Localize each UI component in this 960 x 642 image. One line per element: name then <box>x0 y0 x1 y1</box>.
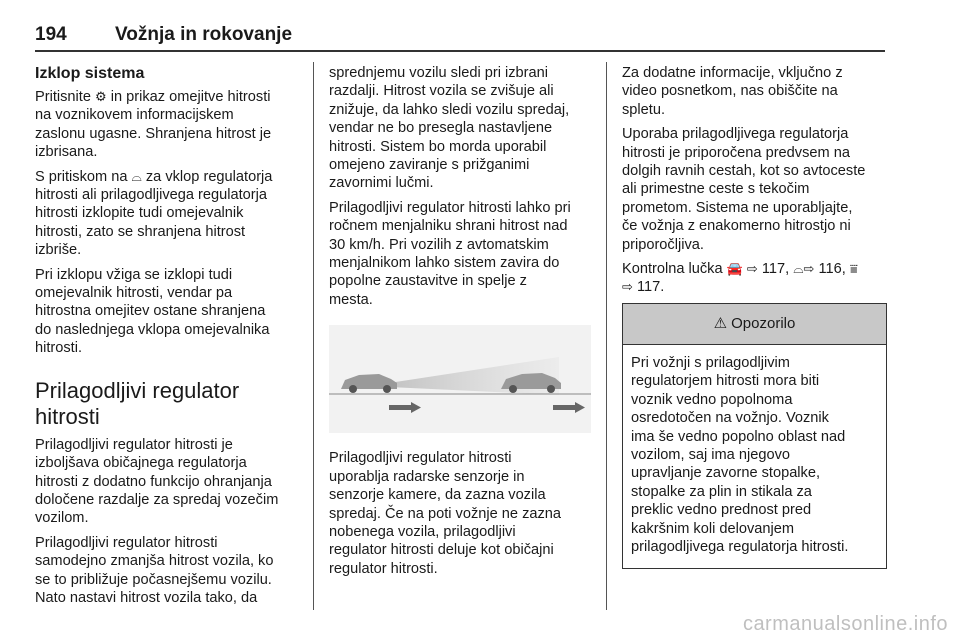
watermark: carmanualsonline.info <box>742 613 948 635</box>
section-title-acc: Prilagodljivi regulator hitrosti <box>35 377 240 429</box>
radar-illustration <box>329 325 591 433</box>
page-number: 194 <box>35 24 67 45</box>
warning-box <box>622 303 887 569</box>
warning-text: Pri vožnji s prilagodljivim regulatorjem hitrosti mora biti voznik vedno popolnoma osredotočen na vožnjo. Voznik ima še vedno popolno oblast nad vozilom, saj ima njegovo upravljanje zavorne stopalke, stopalke za plin in stikala za preklic vedno prednost pred kakršnim koli delovanjem prilagodljivega regulatorja hitrosti. <box>631 354 849 555</box>
page-ref-3[interactable]: 117 <box>636 279 661 296</box>
paragraph-indicator: Kontrolna lučka 🚘 ⇨ 117, ⌓⇨ 116, ⩸ ⇨ 117. <box>622 261 858 296</box>
column-2 <box>329 64 597 584</box>
paragraph-usage: Uporaba prilagodljivega regulatorja hitrosti je priporočena predvsem na dolgih ravnih cestah, kot so avtoceste ali primestne ceste s tekočim prometom. Sistema ne uporabljajte, če vožnja z enakomerno hitrostjo ni priporočljiva. <box>622 126 866 253</box>
column-3 <box>622 64 887 569</box>
reference-arrow-icon: ⇨ <box>803 261 815 277</box>
warning-header <box>623 304 886 345</box>
paragraph-ignition-off: Pri izklopu vžiga se izklopi tudi omejevalnik hitrosti, vendar pa hitrostna omejitev ostane shranjena do naslednjega vklopa omejevalnika hitrosti. <box>35 266 270 357</box>
paragraph-sensors: Prilagodljivi regulator hitrosti uporablja radarske senzorje in senzorje kamere, da zazna vozila spredaj. Če na poti vožnje ne zazna nobenega vozila, prilagodljivi regulator hitrosti deluje kot običajni regulator hitrosti. <box>329 450 562 577</box>
car-indicator-icon: 🚘 <box>726 261 743 277</box>
paragraph-follow: sprednjemu vozilu sledi pri izbrani razdalji. Hitrost vozila se zvišuje ali znižuje, da lahko sledi vozilu spredaj, vendar ne bo presegla nastavljene hitrosti. Sistem bo morda uporabil omejeno zaviranje s prižganimi zavornimi lučmi. <box>329 65 570 192</box>
cruise-control-icon: ⌓ <box>131 168 142 184</box>
column-divider-2 <box>606 62 607 610</box>
paragraph-cruise-press: S pritiskom na ⌓ za vklop regulatorja hitrosti ali prilagodljivega regulatorja hitrosti izklopite tudi omejevalnik hitrosti, zato se shranjena hitrost izbriše. <box>35 168 273 259</box>
acc-indicator-icon: ⩸ <box>849 261 858 277</box>
column-divider-1 <box>313 62 314 610</box>
column-1 <box>35 64 303 613</box>
subheading-system-off: Izklop sistema <box>35 65 145 82</box>
header-rule <box>35 50 885 52</box>
reference-arrow-icon: ⇨ <box>622 279 633 295</box>
page-ref-2[interactable]: 116 <box>818 261 842 278</box>
page-ref-1[interactable]: 117 <box>761 261 786 278</box>
cruise-indicator-icon: ⌓ <box>793 261 804 277</box>
settings-icon: ⚙ <box>95 89 107 104</box>
reference-arrow-icon: ⇨ <box>746 261 758 277</box>
paragraph-settings-press: Pritisnite ⚙ in prikaz omejitve hitrosti na voznikovem informacijskem zaslonu ugasne. Shranjena hitrost je izbrisana. <box>35 89 272 161</box>
page-header <box>35 10 885 48</box>
paragraph-speed-store: Prilagodljivi regulator hitrosti lahko pri ročnem menjalniku shrani hitrost nad 30 km/h. Pri vozilih z avtomatskim menjalnikom lahko sistem zavira do popolne zaustavitve in spelje z mesta. <box>329 199 571 308</box>
paragraph-acc-reduce: Prilagodljivi regulator hitrosti samodejno zmanjša hitrost vozila, ko se to približuje počasnejšemu vozilu. Nato nastavi hitrost vozila tako, da <box>35 534 274 606</box>
warning-body <box>623 345 886 568</box>
paragraph-more-info: Za dodatne informacije, vključno z video posnetkom, nas obiščite na spletu. <box>622 65 843 118</box>
warning-title: Opozorilo <box>731 314 796 332</box>
paragraph-acc-intro: Prilagodljivi regulator hitrosti je izboljšava običajnega regulatorja hitrosti z dodatno funkcijo ohranjanja določene razdalje za spredaj vozečim vozilom. <box>35 436 279 527</box>
chapter-title: Vožnja in rokovanje <box>115 24 293 45</box>
warning-icon: ⚠ <box>713 314 728 332</box>
radar-illustration-svg <box>329 325 591 433</box>
